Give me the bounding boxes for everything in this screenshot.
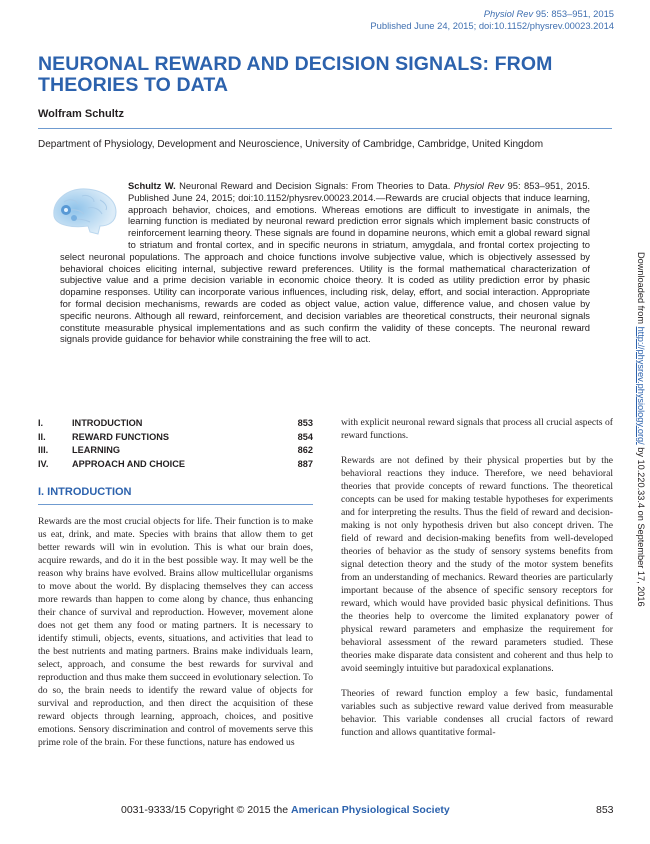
abstract-cite-rest: 95: 853–951, 2015. Published June 24, 2015; doi:10.1152/physrev.00023.2014.— <box>128 180 591 203</box>
toc-page: 887 <box>297 458 313 469</box>
section-divider <box>38 504 313 505</box>
toc-label: INTRODUCTION <box>72 418 143 428</box>
journal-name: Physiol Rev <box>483 8 534 19</box>
toc-number: I. <box>38 418 44 428</box>
toc-label: APPROACH AND CHOICE <box>72 458 185 469</box>
author-name: Wolfram Schultz <box>38 108 124 120</box>
article-title: NEURONAL REWARD AND DECISION SIGNALS: FROM THEORIES TO DATA <box>38 53 553 96</box>
journal-header <box>370 8 614 32</box>
journal-citation: 95: 853–951, 2015 <box>535 8 614 19</box>
download-prefix: Downloaded from <box>636 252 646 327</box>
download-suffix: by 10.220.33.4 on September 17, 2016 <box>636 444 646 607</box>
body-paragraph: Theories of reward function employ a few basic, fundamental variables such as subjective reward value derived from measurable behavior. This variable condenses all crucial factors of reward function and allows quantitative formal- <box>341 688 613 738</box>
download-note <box>636 252 648 672</box>
download-link[interactable]: http://physrev.physiology.org/ <box>636 326 646 445</box>
toc-number: III. <box>38 445 49 455</box>
page-number: 853 <box>596 804 614 816</box>
toc-label: LEARNING <box>72 445 120 455</box>
toc-page: 854 <box>297 431 313 442</box>
abstract-cite-author: Schultz W. <box>128 180 176 191</box>
body-paragraph: Rewards are not defined by their physical properties but by the behavioral reactions they induce. Therefore, we need behavioral theories that provide concepts of reward functions. The theoretical concepts can be used for making testable hypotheses for experiments and for interpreting the results. Thus the field of reward and decision-making is not only hypothesis driven but also concept driven. The field of reward and decision-making benefits from well-developed theories of behavior as the study of sensory systems benefits from signal detection theory and the study of the motor system benefits from an understanding of mechanics. Reward theories are particularly important because of the absence of specific sensory receptors for reward, which would have provided basic physical definitions. Thus the theories help to overcome the limited explanatory power of physical reward parameters and emphasize the requirement for behavioral assessment of the reward parameters studied. These theories make disparate data consistent and coherent and thus help to avoid seemingly intuitive but paradoxical explanations. <box>341 455 613 674</box>
publication-info: Published June 24, 2015; doi:10.1152/physrev.00023.2014 <box>370 20 614 31</box>
toc-item[interactable] <box>38 431 313 445</box>
copyright-text: 0031-9333/15 Copyright © 2015 the <box>121 804 292 816</box>
abstract <box>60 180 590 345</box>
table-of-contents <box>38 417 313 471</box>
toc-item[interactable] <box>38 444 313 458</box>
author-affiliation: Department of Physiology, Development and Neuroscience, University of Cambridge, Cambridge, United Kingdom <box>38 139 544 150</box>
toc-page: 853 <box>297 418 313 428</box>
toc-item[interactable] <box>38 458 313 472</box>
body-paragraph: Rewards are the most crucial objects for life. Their function is to make us eat, drink, and mate. Species with brains that allow them to get better rewards will win in evolution. This is what our brain does, acquire rewards, and do it in the best possible way. It may well be the reason why brains have evolved. Brains allow multicellular organisms to move about the world. By displacing themselves they can access more rewards than happen to come along by chance, thus enhancing their chance of survival and reproduction. However, movement alone does not get them any food or mating partners. It is necessary to identify stimuli, objects, events, situations, and activities that lead to the best nutrients and mating partners. Brains make individuals learn, select, approach, and consume the best rewards for survival and reproduction and thus make them succeed in evolutionary selection. To do so, the brain needs to identify the reward value of objects for survival and reproduction, and then direct the acquisition of these reward objects through learning, approach, choices, and positive emotions. Sensory discrimination and control of movements serve this prime role of the brain. For these functions, nature has endowed us <box>38 516 313 748</box>
abstract-text: Rewards are crucial objects that induce learning, approach behavior, choices, and emotions. Whereas emotions are difficult to investigate in animals, the learning function is mediated by neuronal reward prediction error signals which implement basic constructs of reinforcement learning theory. These signals are found in dopamine neurons, which emit a global reward signal to striatum and frontal cortex, and in specific neurons in striatum, amygdala, and frontal cortex projecting to select neuronal populations. The approach and choice functions involve subjective value, which is objectively assessed by behavioral choices eliciting internal, subjective reward preferences. Utility is the formal mathematical characterization of subjective value and a prime decision variable in economic choice theory. It is coded as utility prediction error by phasic dopamine responses. Utility can incorporate various influences, including risk, delay, effort, and social interaction. Appropriate for formal decision mechanisms, rewards are coded as object value, action value, difference value, and chosen value by specific neurons. Although all reward, reinforcement, and decision variables are theoretical constructs, their neuronal signals constitute measurable physical implementations and as such confirm the validity of these concepts. The neuronal reward signals provide guidance for behavior while constraining the free will to act. <box>60 191 590 345</box>
body-paragraph: with explicit neuronal reward signals that process all crucial aspects of reward functions. <box>341 417 613 441</box>
toc-number: II. <box>38 431 46 442</box>
abstract-cite-journal: Physiol Rev <box>453 180 505 191</box>
body-column-left <box>38 515 313 761</box>
toc-number: IV. <box>38 458 49 469</box>
society-name[interactable]: American Physiological Society <box>291 804 450 816</box>
toc-label: REWARD FUNCTIONS <box>72 431 169 442</box>
section-heading: I. INTRODUCTION <box>38 486 132 498</box>
body-column-right <box>341 416 613 751</box>
title-divider <box>38 128 612 129</box>
toc-page: 862 <box>297 445 313 455</box>
toc-item[interactable] <box>38 417 313 431</box>
abstract-cite-title: Neuronal Reward and Decision Signals: From Theories to Data. <box>175 180 454 191</box>
